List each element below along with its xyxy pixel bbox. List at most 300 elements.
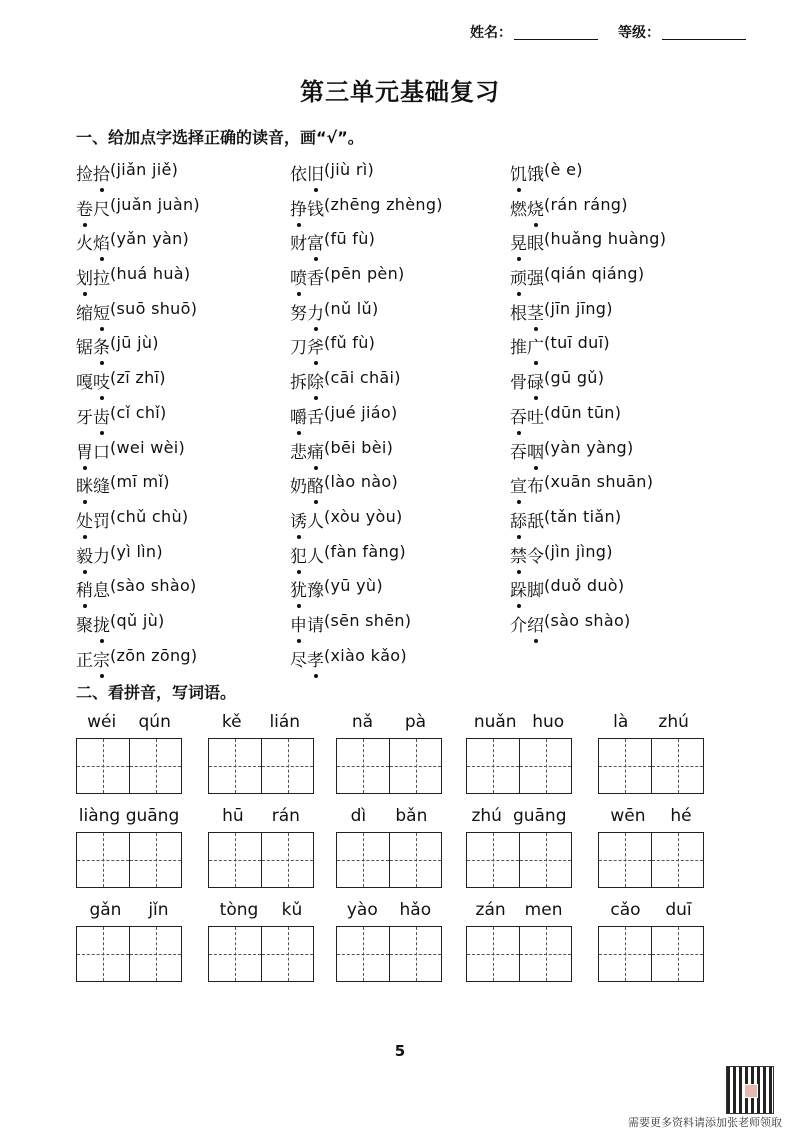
- character: 钱: [307, 199, 324, 220]
- word-writing-group: [336, 712, 442, 794]
- dotted-character: 处: [76, 507, 93, 532]
- pinyin-options[interactable]: (zhēng zhèng): [324, 194, 443, 214]
- pronunciation-item[interactable]: [290, 507, 443, 542]
- character: 努: [290, 303, 307, 324]
- word: [510, 438, 544, 463]
- pinyin-syllable: hé: [670, 806, 692, 826]
- pinyin-syllable: qún: [138, 712, 171, 732]
- character: 嘎: [76, 373, 93, 394]
- dotted-character: 饥: [510, 160, 527, 185]
- character: 尺: [93, 199, 110, 220]
- character-box[interactable]: [389, 739, 441, 793]
- character-box[interactable]: [599, 833, 651, 887]
- pronunciation-item[interactable]: [510, 611, 666, 646]
- pinyin-syllable: liàng: [78, 806, 121, 826]
- pinyin-options[interactable]: (fǔ fù): [324, 333, 376, 353]
- dotted-character: 力: [307, 299, 324, 324]
- pronunciation-item[interactable]: [76, 160, 200, 195]
- dotted-character: 稍: [76, 576, 93, 601]
- tianzige-boxes: [208, 738, 314, 794]
- character-box[interactable]: [261, 927, 313, 981]
- character-box[interactable]: [77, 833, 129, 887]
- word: [290, 403, 324, 428]
- pinyin-options[interactable]: (fū fù): [324, 229, 376, 249]
- dotted-character: 禁: [510, 542, 527, 567]
- student-info-header: [470, 22, 766, 42]
- tianzige-boxes: [336, 832, 442, 888]
- pinyin-options[interactable]: (yǎn yàn): [110, 229, 190, 249]
- pinyin-options[interactable]: (yū yù): [324, 576, 383, 596]
- pinyin-options[interactable]: (dūn tūn): [544, 402, 622, 422]
- word: [510, 264, 544, 289]
- word: [76, 195, 110, 220]
- pronunciation-item[interactable]: [76, 507, 200, 542]
- pinyin-options[interactable]: (suō shuō): [110, 298, 198, 318]
- character: 悲: [290, 442, 307, 463]
- pinyin-options[interactable]: (juǎn juàn): [110, 194, 200, 214]
- character: 介: [510, 615, 527, 636]
- pinyin-options[interactable]: (xòu yòu): [324, 506, 403, 526]
- pinyin-options[interactable]: (cāi chāi): [324, 368, 401, 388]
- word: [76, 160, 110, 185]
- dotted-character: 痛: [307, 438, 324, 463]
- grade-blank-line[interactable]: [662, 25, 746, 40]
- pronunciation-item[interactable]: [510, 368, 666, 403]
- pronunciation-item[interactable]: [76, 195, 200, 230]
- character: 燃: [510, 199, 527, 220]
- word-writing-group: [598, 806, 704, 888]
- pronunciation-item[interactable]: [510, 576, 666, 611]
- character-box[interactable]: [389, 833, 441, 887]
- dotted-character: 酪: [307, 472, 324, 497]
- pinyin-options[interactable]: (yì lìn): [110, 541, 163, 561]
- pinyin-options[interactable]: (fàn fàng): [324, 541, 406, 561]
- pinyin-options[interactable]: (jīn jīng): [544, 298, 613, 318]
- pinyin-syllable: huo: [532, 712, 565, 732]
- pronunciation-item[interactable]: [290, 229, 443, 264]
- character-box[interactable]: [129, 739, 181, 793]
- character: 人: [307, 546, 324, 567]
- character-box[interactable]: [77, 739, 129, 793]
- pinyin-options[interactable]: (jiǎn jiě): [110, 160, 179, 179]
- pronunciation-item[interactable]: [510, 438, 666, 473]
- pinyin-prompt: [76, 712, 182, 738]
- word-writing-group: [598, 712, 704, 794]
- dotted-character: 吞: [510, 403, 527, 428]
- word: [290, 264, 324, 289]
- pinyin-options[interactable]: (yàn yàng): [544, 437, 634, 457]
- character: 锯: [76, 338, 93, 359]
- pronunciation-item[interactable]: [76, 403, 200, 438]
- character: 吐: [527, 407, 544, 428]
- dotted-character: 吱: [93, 368, 110, 393]
- character-box[interactable]: [129, 927, 181, 981]
- pronunciation-item[interactable]: [76, 299, 200, 334]
- pinyin-options[interactable]: (chǔ chù): [110, 506, 189, 526]
- word-writing-group: [208, 900, 314, 982]
- pinyin-prompt: [598, 900, 704, 926]
- character: 布: [527, 477, 544, 498]
- pronunciation-item[interactable]: [290, 646, 443, 681]
- pronunciation-item[interactable]: [510, 403, 666, 438]
- grade-label: 等级：: [618, 25, 660, 41]
- word-writing-group: [208, 712, 314, 794]
- pronunciation-item[interactable]: [76, 646, 200, 681]
- pinyin-syllable: jǐn: [148, 900, 169, 920]
- dotted-character: 挣: [290, 195, 307, 220]
- pronunciation-item[interactable]: [510, 229, 666, 264]
- pronunciation-item[interactable]: [290, 403, 443, 438]
- pinyin-syllable: tòng: [219, 900, 259, 920]
- pinyin-syllable: yào: [346, 900, 378, 920]
- word: [290, 646, 324, 671]
- section1-title: 一、给加点字选择正确的读音，画“√”。: [76, 128, 364, 147]
- dotted-character: 富: [307, 229, 324, 254]
- word: [76, 542, 110, 567]
- character: 捡: [76, 165, 93, 185]
- pinyin-options[interactable]: (tuī duī): [544, 333, 610, 353]
- pronunciation-item[interactable]: [510, 160, 666, 195]
- word: [290, 438, 324, 463]
- name-blank-line[interactable]: [514, 25, 598, 40]
- dotted-character: 旧: [307, 160, 324, 185]
- tianzige-boxes: [208, 832, 314, 888]
- pinyin-syllable: kě: [221, 712, 242, 732]
- pronunciation-column-2: [290, 160, 443, 680]
- word-writing-group: [208, 806, 314, 888]
- tianzige-boxes: [598, 926, 704, 982]
- pinyin-options[interactable]: (xiào kǎo): [324, 645, 407, 665]
- dotted-character: 舔: [510, 507, 527, 532]
- pinyin-options[interactable]: (sào shào): [110, 576, 197, 596]
- character: 豫: [307, 581, 324, 602]
- word: [290, 299, 324, 324]
- character: 牙: [76, 407, 93, 428]
- pinyin-options[interactable]: (jìn jìng): [544, 541, 613, 561]
- word-writing-group: [466, 806, 572, 888]
- tianzige-boxes: [466, 738, 572, 794]
- pinyin-prompt: [598, 712, 704, 738]
- pinyin-options[interactable]: (gū gǔ): [544, 368, 605, 388]
- pinyin-syllable: zhú: [471, 806, 502, 826]
- tianzige-boxes: [598, 832, 704, 888]
- dotted-character: 喷: [290, 264, 307, 289]
- character-box[interactable]: [599, 739, 651, 793]
- character-box[interactable]: [599, 927, 651, 981]
- pronunciation-item[interactable]: [510, 299, 666, 334]
- character: 脚: [527, 581, 544, 602]
- pinyin-options[interactable]: (nǔ lǔ): [324, 298, 379, 318]
- character: 依: [290, 165, 307, 185]
- pinyin-options[interactable]: (pēn pèn): [324, 264, 405, 284]
- character-box[interactable]: [261, 739, 313, 793]
- character: 罚: [93, 511, 110, 532]
- pinyin-options[interactable]: (wei wèi): [110, 437, 186, 457]
- pinyin-options[interactable]: (xuān shuān): [544, 472, 654, 492]
- pronunciation-item[interactable]: [290, 333, 443, 368]
- pinyin-options[interactable]: (mī mǐ): [110, 472, 170, 492]
- pinyin-options[interactable]: (tǎn tiǎn): [544, 506, 622, 526]
- pronunciation-item[interactable]: [510, 472, 666, 507]
- dotted-character: 咽: [527, 438, 544, 463]
- word: [76, 229, 110, 254]
- pinyin-syllable: lián: [269, 712, 301, 732]
- word-writing-group: [336, 900, 442, 982]
- dotted-character: 孝: [307, 646, 324, 671]
- word: [510, 403, 544, 428]
- character: 骨: [510, 373, 527, 394]
- pronunciation-item[interactable]: [290, 368, 443, 403]
- dotted-character: 胃: [76, 438, 93, 463]
- character-box[interactable]: [209, 927, 261, 981]
- word: [76, 576, 110, 601]
- name-label: 姓名：: [470, 25, 512, 41]
- pinyin-options[interactable]: (jiù rì): [324, 160, 375, 179]
- character: 请: [307, 615, 324, 636]
- character: 拉: [93, 269, 110, 290]
- character-box[interactable]: [467, 739, 519, 793]
- pinyin-syllable: là: [613, 712, 629, 732]
- pinyin-options[interactable]: (jū jù): [110, 333, 159, 353]
- character: 息: [93, 581, 110, 602]
- dotted-character: 茎: [527, 299, 544, 324]
- pinyin-syllable: men: [524, 900, 563, 920]
- dotted-character: 跺: [510, 576, 527, 601]
- word: [76, 611, 110, 636]
- pinyin-syllable: duī: [665, 900, 692, 920]
- pinyin-prompt: [466, 712, 572, 738]
- dotted-character: 宗: [93, 646, 110, 671]
- character: 正: [76, 650, 93, 671]
- word: [510, 507, 544, 532]
- pronunciation-item[interactable]: [290, 299, 443, 334]
- character-box[interactable]: [337, 739, 389, 793]
- dotted-character: 划: [76, 264, 93, 289]
- word: [510, 299, 544, 324]
- pinyin-options[interactable]: (zī zhī): [110, 368, 166, 388]
- pronunciation-item[interactable]: [510, 195, 666, 230]
- word: [510, 229, 544, 254]
- word: [290, 368, 324, 393]
- pronunciation-item[interactable]: [76, 438, 200, 473]
- word-writing-group: [466, 900, 572, 982]
- character-box[interactable]: [651, 739, 703, 793]
- pinyin-syllable: gǎn: [89, 900, 122, 920]
- pronunciation-item[interactable]: [290, 438, 443, 473]
- dotted-character: 诱: [290, 507, 307, 532]
- pinyin-options[interactable]: (qǔ jù): [110, 610, 165, 630]
- word: [290, 576, 324, 601]
- pronunciation-item[interactable]: [290, 576, 443, 611]
- word: [290, 160, 324, 185]
- word: [510, 368, 544, 393]
- character-box[interactable]: [651, 927, 703, 981]
- word: [290, 542, 324, 567]
- pronunciation-item[interactable]: [290, 264, 443, 299]
- pronunciation-item[interactable]: [76, 542, 200, 577]
- character-box[interactable]: [389, 927, 441, 981]
- character: 拆: [290, 373, 307, 394]
- pronunciation-item[interactable]: [290, 542, 443, 577]
- character-box[interactable]: [337, 927, 389, 981]
- pinyin-prompt: [466, 900, 572, 926]
- pronunciation-item[interactable]: [76, 472, 200, 507]
- word: [510, 333, 544, 358]
- pinyin-prompt: [208, 900, 314, 926]
- pinyin-options[interactable]: (lào nào): [324, 472, 399, 492]
- character-box[interactable]: [519, 833, 571, 887]
- tianzige-boxes: [76, 926, 182, 982]
- dotted-character: 犹: [290, 576, 307, 601]
- dotted-character: 嚼: [290, 403, 307, 428]
- pinyin-options[interactable]: (huá huà): [110, 264, 191, 284]
- word: [510, 611, 544, 636]
- word: [510, 542, 544, 567]
- pinyin-options[interactable]: (zōn zōng): [110, 645, 198, 665]
- tianzige-boxes: [76, 832, 182, 888]
- word: [290, 333, 324, 358]
- word-writing-group: [466, 712, 572, 794]
- pinyin-syllable: wēn: [610, 806, 646, 826]
- character: 口: [93, 442, 110, 463]
- character-box[interactable]: [209, 739, 261, 793]
- pinyin-syllable: guāng: [512, 806, 567, 826]
- character-box[interactable]: [651, 833, 703, 887]
- dotted-character: 拾: [93, 160, 110, 185]
- character: 刀: [290, 338, 307, 359]
- pronunciation-item[interactable]: [76, 333, 200, 368]
- pinyin-prompt: [76, 900, 182, 926]
- word: [76, 403, 110, 428]
- pinyin-options[interactable]: (è e): [544, 160, 583, 179]
- word-writing-group: [76, 806, 182, 888]
- character-box[interactable]: [209, 833, 261, 887]
- pinyin-syllable: kǔ: [281, 900, 303, 920]
- pinyin-syllable: zhú: [658, 712, 689, 732]
- pronunciation-item[interactable]: [76, 368, 200, 403]
- character-box[interactable]: [129, 833, 181, 887]
- pinyin-options[interactable]: (jué jiáo): [324, 402, 398, 422]
- dotted-character: 拢: [93, 611, 110, 636]
- pinyin-options[interactable]: (rán ráng): [544, 194, 628, 214]
- word: [510, 195, 544, 220]
- pinyin-syllable: nǎ: [351, 712, 374, 732]
- pronunciation-item[interactable]: [510, 507, 666, 542]
- pronunciation-item[interactable]: [76, 611, 200, 646]
- pronunciation-item[interactable]: [510, 333, 666, 368]
- dotted-character: 毅: [76, 542, 93, 567]
- dotted-character: 卷: [76, 195, 93, 220]
- tianzige-boxes: [76, 738, 182, 794]
- dotted-character: 斧: [307, 333, 324, 358]
- pronunciation-item[interactable]: [290, 160, 443, 195]
- dotted-character: 眯: [76, 472, 93, 497]
- character-box[interactable]: [337, 833, 389, 887]
- dotted-character: 条: [93, 333, 110, 358]
- dotted-character: 短: [93, 299, 110, 324]
- character: 眼: [527, 234, 544, 255]
- pinyin-prompt: [466, 806, 572, 832]
- pinyin-options[interactable]: (cǐ chǐ): [110, 402, 167, 422]
- dotted-character: 宣: [510, 472, 527, 497]
- pronunciation-column-1: [76, 160, 200, 680]
- word: [290, 507, 324, 532]
- dotted-character: 除: [307, 368, 324, 393]
- pronunciation-item[interactable]: [76, 264, 200, 299]
- pinyin-options[interactable]: (huǎng huàng): [544, 229, 667, 249]
- pinyin-options[interactable]: (sào shào): [544, 610, 631, 630]
- word: [76, 333, 110, 358]
- pinyin-syllable: nuǎn: [473, 712, 517, 732]
- pinyin-options[interactable]: (qián qiáng): [544, 264, 645, 284]
- pinyin-syllable: hǎo: [399, 900, 432, 920]
- word: [510, 576, 544, 601]
- word-writing-group: [598, 900, 704, 982]
- pinyin-options[interactable]: (duǒ duò): [544, 576, 625, 596]
- word-writing-group: [76, 712, 182, 794]
- pronunciation-item[interactable]: [76, 576, 200, 611]
- pronunciation-item[interactable]: [510, 264, 666, 299]
- character-box[interactable]: [519, 927, 571, 981]
- pronunciation-item[interactable]: [290, 472, 443, 507]
- character-box[interactable]: [467, 833, 519, 887]
- dotted-character: 顽: [510, 264, 527, 289]
- character: 舌: [307, 407, 324, 428]
- character-box[interactable]: [467, 927, 519, 981]
- page-number: 5: [394, 1042, 406, 1060]
- character-box[interactable]: [77, 927, 129, 981]
- pronunciation-item[interactable]: [290, 611, 443, 646]
- pinyin-syllable: dì: [350, 806, 367, 826]
- character: 推: [510, 338, 527, 359]
- pinyin-prompt: [76, 806, 182, 832]
- word: [76, 507, 110, 532]
- character: 香: [307, 269, 324, 290]
- pinyin-syllable: rán: [271, 806, 300, 826]
- pinyin-prompt: [208, 806, 314, 832]
- pinyin-prompt: [336, 900, 442, 926]
- page-title: 第三单元基础复习: [300, 77, 500, 106]
- pronunciation-item[interactable]: [290, 195, 443, 230]
- pronunciation-item[interactable]: [510, 542, 666, 577]
- character: 缩: [76, 303, 93, 324]
- character: 缝: [93, 477, 110, 498]
- pronunciation-column-3: [510, 160, 666, 646]
- word: [76, 368, 110, 393]
- character-box[interactable]: [519, 739, 571, 793]
- dotted-character: 申: [290, 611, 307, 636]
- pinyin-prompt: [208, 712, 314, 738]
- grade-field[interactable]: [618, 22, 746, 42]
- tianzige-boxes: [336, 926, 442, 982]
- word: [290, 611, 324, 636]
- character-box[interactable]: [261, 833, 313, 887]
- word: [76, 438, 110, 463]
- pinyin-options[interactable]: (bēi bèi): [324, 437, 394, 457]
- character: 力: [93, 546, 110, 567]
- pronunciation-item[interactable]: [76, 229, 200, 264]
- character: 饿: [527, 165, 544, 185]
- pinyin-syllable: guāng: [125, 806, 180, 826]
- dotted-character: 晃: [510, 229, 527, 254]
- qr-code-icon: [726, 1066, 774, 1114]
- word-writing-group: [336, 806, 442, 888]
- pinyin-options[interactable]: (sēn shēn): [324, 610, 412, 630]
- word: [510, 160, 544, 185]
- character: 根: [510, 303, 527, 324]
- pinyin-syllable: hū: [222, 806, 244, 826]
- name-field[interactable]: [470, 22, 598, 42]
